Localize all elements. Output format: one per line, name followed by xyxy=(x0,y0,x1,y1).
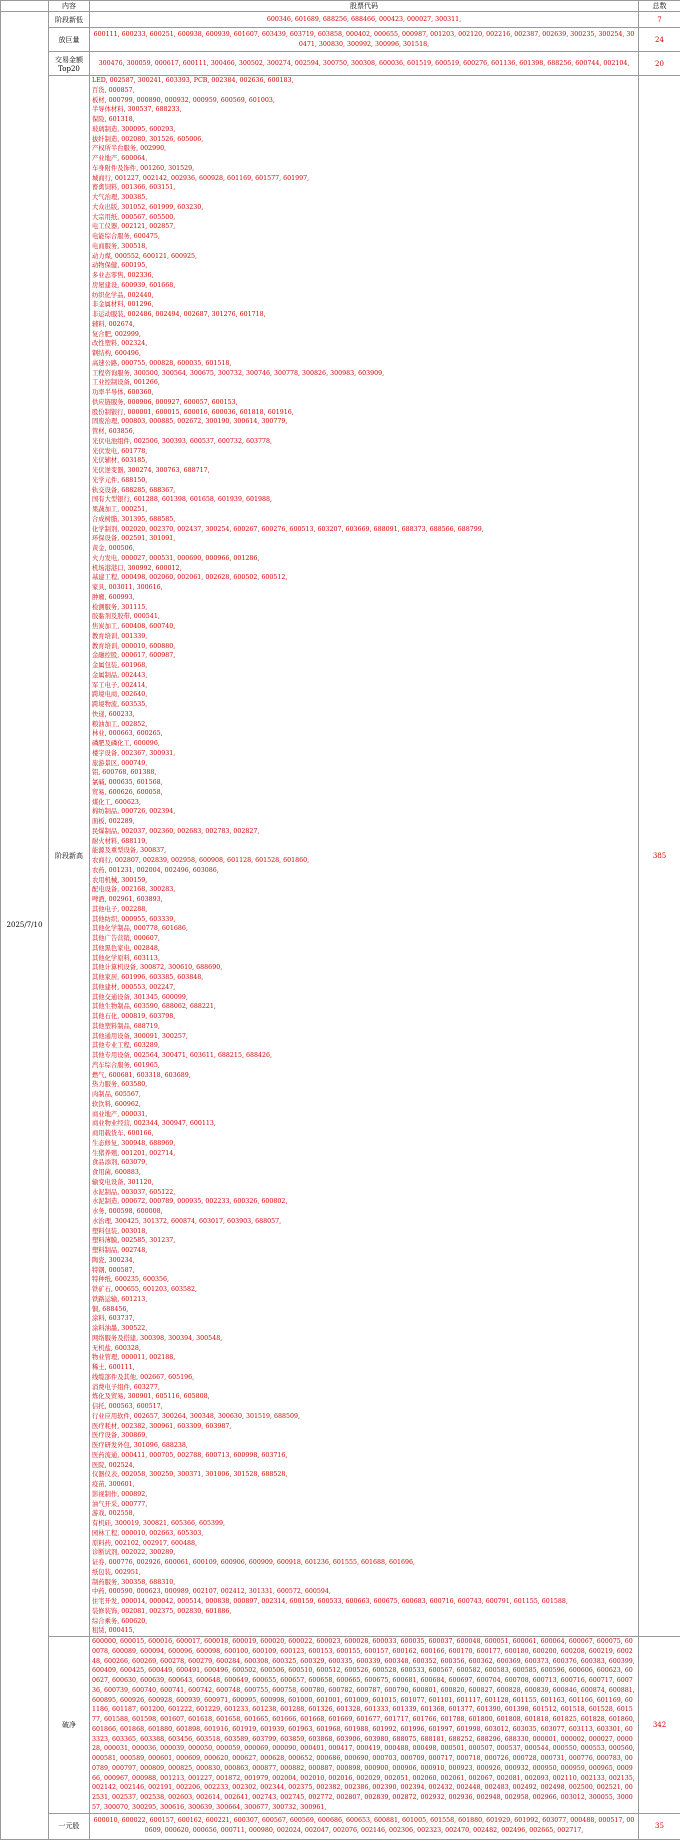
header-content: 内容 xyxy=(49,1,90,12)
codes-below-book: 600000, 600015, 600016, 600017, 600018, 600019, 600020, 600022, 600023, 600028, 600033, 600035, 600037, 600048, 600051, 600061, 600064, 600067, 600075, 600078, 600089, 600094, 600096, 600098, 600100, 600109, 600123, 600153, 600155, 600157, 600162, 600166, 600170, 600177, 600180, 600200, 600208, 600219, 600248, 600266, 600269, 600278, 600279, 600284, 600308, 600325, 600329, 600335, 600339, 600348, 600352, 600356, 600362, 600369, 600373, 600376, 600383, 600399, 600409, 600425, 600449, 600491, 600496, 600502, 600506, 600510, 600512, 600526, 600528, 600533, 600567, 600582, 600583, 600585, 600596, 600606, 600623, 600627, 600630, 600639, 600643, 600648, 600649, 600655, 600657, 600658, 600665, 600675, 600681, 600684, 600697, 600704, 600708, 600713, 600716, 600717, 600736, 600739, 600740, 600741, 600742, 600748, 600755, 600758, 600780, 600782, 600787, 600790, 600801, 600820, 600827, 600828, 600839, 600846, 600874, 600881, 600895, 600926, 600928, 600939, 600971, 600995, 600998, 601000, 601001, 601009, 601015, 601077, 601101, 601117, 601128, 601155, 601163, 601166, 601169, 601186, 601187, 601200, 601222, 601229, 601233, 601238, 601288, 601326, 601328, 601333, 601339, 601368, 601377, 601390, 601398, 601512, 601518, 601528, 601577, 601588, 601598, 601607, 601618, 601658, 601665, 601666, 601668, 601669, 601677, 601717, 601766, 601788, 601800, 601808, 601818, 601825, 601828, 601860, 601866, 601868, 601880, 601898, 601916, 601919, 601939, 601963, 601968, 601988, 601992, 601996, 601997, 601998, 603012, 603035, 603077, 603113, 603301, 603323, 603365, 603388, 603456, 603518, 603589, 603799, 603859, 603868, 603906, 603980, 688075, 688181, 688252, 688296, 688330, 000001, 000002, 000027, 000028, 000031, 000036, 000039, 000050, 000059, 000069, 000090, 000401, 000417, 000419, 000488, 000498, 000501, 000507, 000537, 000544, 000550, 000553, 000560, 000581, 000589, 000601, 000609, 000620, 000627, 000628, 000652, 000686, 000690, 000703, 000709, 000717, 000718, 000726, 000728, 000731, 000776, 000783, 000789, 000797, 000809, 000825, 000830, 000863, 000877, 000882, 000887, 000898, 000900, 000906, 000910, 000923, 000926, 000932, 000950, 000959, 000965, 000966, 000967, 000988, 001213, 001227, 001872, 001979, 002004, 002010, 002016, 002029, 002051, 002060, 002061, 002067, 002081, 002093, 002110, 002133, 002135, 002142, 002146, 002191, 002206, 002233, 002302, 002344, 002375, 002382, 002386, 002390, 002394, 002432, 002448, 002483, 002492, 002498, 002500, 002521, 002531, 002537, 002538, 002603, 002614, 002641, 002743, 002745, 002772, 002807, 002839, 002872, 002932, 002936, 002948, 002958, 002966, 003012, 300055, 300057, 300070, 300295, 300616, 300639, 300664, 300677, 300732, 300961, xyxy=(90,1637,639,1814)
count-huge-volume: 24 xyxy=(639,28,680,52)
count-new-low: 7 xyxy=(639,12,680,28)
table-row xyxy=(1,76,680,1637)
header-date xyxy=(1,1,49,12)
codes-new-low: 600346, 601689, 688256, 688466, 000423, 000027, 300311, xyxy=(90,12,639,28)
row-label-turnover-top20: 交易金额Top20 xyxy=(49,52,90,76)
count-one-yuan: 35 xyxy=(639,1813,680,1839)
table-row xyxy=(1,1637,680,1814)
row-label-one-yuan: 一元股 xyxy=(49,1813,90,1839)
codes-huge-volume: 600111, 600233, 600251, 600938, 600939, 601607, 603439, 603719, 603858, 000402, 000655, 000987, 001203, 002120, 002216, 002387, 002639, 300235, 300254, 300471, 300830, 300992, 300996, 301518, xyxy=(90,28,639,52)
row-label-new-high: 阶段新高 xyxy=(49,76,90,1637)
count-turnover-top20: 20 xyxy=(639,52,680,76)
row-label-below-book: 破净 xyxy=(49,1637,90,1814)
count-new-high: 385 xyxy=(639,76,680,1637)
table-row xyxy=(1,1813,680,1839)
codes-one-yuan: 600010, 600022, 600157, 600162, 600221, 600307, 600567, 600569, 600686, 600653, 600881, 601005, 601558, 601880, 601929, 601992, 603077, 000488, 000517, 000609, 000620, 000656, 000711, 000980, 002024, 002047, 002076, 002146, 002306, 002323, 002470, 002482, 002496, 002665, 002717, xyxy=(90,1813,639,1839)
table-row xyxy=(1,52,680,76)
date-cell: 2025/7/10 xyxy=(1,12,49,1840)
header-codes: 股票代码 xyxy=(90,1,639,12)
table-row xyxy=(1,12,680,28)
row-label-new-low: 阶段新低 xyxy=(49,12,90,28)
codes-new-high: LED, 002587, 300241, 603393, PCB, 002384, 002636, 600183, 百货, 000857, 板材, 000799, 000890, 000932, 000959, 600569, 601003, 半导体材料, 300537, 688233, 保险, 601318, 玻璃制造, 300095, 600293, 拔纤制造, 002080, 301526, 605006, 产权所半台服务, 002990, 产业地产, 600064, 车身附件及饰件, 001260, 301529, 城商行, 001227, 002142, 002936, 600928, 601169, 601577, 601997, 畜禽饲料, 001366, 603151, 大气治理, 300385, 大众出版, 301052, 601999, 603230, 大宗用纸, 000567, 605500, 电工仪器, 002121, 002857, 电能综合服务, 600475, 电商服务, 300518, 动力煤, 000552, 600121, 600925, 动物保健, 600195, 多业态零售, 002336, 房屋建设, 600939, 601668, 纺织化学品, 002440, 非金属材料, 001296, 非运动服装, 002486, 002494, 002687, 301276, 601718, 辅料, 002674, 复合肥, 002999, 改性塑料, 002324, 钢结构, 600496, 高速公路, 000755, 000828, 600035, 601518, 工程咨询服务, 300500, 300564, 300675, 300732, 300746, 300778, 300826, 300983, 603909, 工业控制设备, 001266, 功率半导体, 600360, 供应链服务, 000906, 000927, 600057, 600153, 股份制银行, 000001, 600015, 600016, 600036, 601818, 601916, 固废治理, 000803, 000885, 002672, 300190, 300614, 300779, 管材, 603856, 光伏电池组件, 002506, 300393, 600537, 600732, 603778, 光伏发电, 601778, 光伏辅材, 603185, 光伏逆变器, 300274, 300763, 688717, 光学元件, 688150, 轨交设备, 688285, 688367, 国有大型银行, 601288, 601398, 601658, 601939, 601988, 果蔬加工, 000251, 合成树脂, 301395, 688585, 化学制剂, 002020, 002370, 002437, 300254, 600267, 600276, 600513, 603207, 603669, 688091, 688373, 688566, 688799, 环保设备, 002591, 301091, 黄金, 000506, 火力发电, 000027, 000531, 000690, 000966, 001286, 机场港港口, 300992, 600012, 基建工程, 000498, 002060, 002061, 002628, 600502, 600512, 家具, 003011, 300616, 肿瘤, 600993, 检测服务, 301115, 胶黏剂及胶带, 000541, 焦炭加工, 600408, 600740, 教育培训, 001339, 教育培训, 000010, 600880, 金融控股, 000617, 600987, 金属包装, 601968, 金属制品, 002443, 军工电子, 002414, 跨境电商, 002640, 跨境物流, 603535, 快递, 600233, 粮油加工, 002852, 林业, 000663, 600265, 磷肥及磷化工, 600096, 楼宇设备, 002367, 300931, 旅游景区, 000749, 铝, 600768, 601388, 氯碱, 000635, 601568, 贸易, 600626, 600058, 煤化工, 600623, 棉纺制品, 000726, 002394, 面板, 002289, 民爆制品, 002037, 002360, 002683, 002783, 002827, 耐火材料, 688119, 能源及重型设备, 300837, 农商行, 002807, 002839, 002958, 600908, 601128, 601528, 601860, 农药, 001231, 002004, 002496, 603086, 农用机械, 300159, 配电设备, 002168, 300283, 啤酒, 002961, 603893, 其他电子, 002288, 其他纺织, 000955, 603339, 其他化学制品, 000778, 601686, 其他广告营销, 000607, 其他黑色家电, 002848, 其他化学原料, 603113, 其他计算机设备, 300872, 300610, 688690, 其他家居, 601996, 603385, 603848, 其他建材, 000553, 002247, 其他交通设备, 301345, 600099, 其他生物制品, 603590, 688062, 688221, 其他石化, 000819, 603798, 其他塑料制品, 688719, 其他通用设备, 300091, 300257, 其他专业工程, 603289, 其他专用设备, 002564, 300471, 603611, 688215, 688426, 汽车综合服务, 601965, 燃气, 600681, 603318, 603689, 热力服务, 603580, 肉制品, 605567, 软饮料, 600962, 商业地产, 000031, 商业物业经营, 002344, 300947, 600113, 商用载货车, 600166, 生态修复, 300948, 688969, 生猪养殖, 001201, 002714, 食品添剂, 603079, 食用菌, 600883, 输变电设备, 301120, 水泥制品, 003037, 605122, 水泥制造, 000672, 000789, 000935, 002233, 600326, 600802, 水务, 000598, 600008, 水治理, 300425, 301372, 600874, 603017, 603903, 688057, 塑料包装, 003018, 塑料薄膜, 002585, 301237, 塑料制品, 002748, 陶瓷, 300234, 特钢, 000587, 特种纸, 600235, 600356, 铁矿石, 000655, 601203, 603582, 铁路运输, 601213, 铜, 688456, 涂料, 603737, 涂料油墨, 300522, 网络服务及搭建, 300398, 300394, 300548, 无机盐, 600328, 物业管理, 000011, 002188, 稀土, 600111, 线缆部件及其他, 002667, 605196, 消费电子组件, 603277, 炼化及贸易, 300901, 605116, 605808, 信托, 000563, 600517, 行业应用软件, 002657, 300264, 300348, 300630, 301519, 688509, 医疗耗材, 002382, 300961, 603309, 603987, 医疗设备, 300869, 医疗研发外包, 301096, 688238, 医药流通, 000411, 000705, 002788, 600713, 600998, 603716, 医院, 002524, 仪器仪表, 002058, 300259, 300371, 301006, 301528, 688528, 疫苗, 300601, 影视制作, 000892, 油气开采, 000777, 游戏, 002558, 有机硅, 300019, 300821, 605366, 605399, 园林工程, 000010, 002663, 605303, 原料药, 002102, 002917, 600488, 诊断试剂, 002022, 300289, 证券, 000776, 002926, 600061, 600109, 600906, 600909, 600918, 601236, 601555, 601688, 601696, 纸包装, 002951, 制药服务, 300358, 688310, 中药, 000590, 000623, 000989, 002107, 002412, 301331, 600572, 600594, 住宅开发, 000014, 000042, 000514, 000838, 000897, 002314, 600159, 600533, 600663, 600675, 600683, 600716, 600743, 600791, 601155, 601588, 装修装饰, 002081, 002375, 002830, 601886, 综合乘务, 600620, 租赁, 000415, xyxy=(90,76,639,1637)
header-row xyxy=(1,1,680,12)
table-row xyxy=(1,28,680,52)
codes-turnover-top20: 300476, 300059, 000617, 600111, 300466, 300502, 300274, 002594, 300750, 300308, 600036, 601519, 600519, 600276, 601136, 601398, 688256, 600744, 002104, xyxy=(90,52,639,76)
header-total: 总数 xyxy=(639,1,680,12)
row-label-huge-volume: 放巨量 xyxy=(49,28,90,52)
count-below-book: 342 xyxy=(639,1637,680,1814)
